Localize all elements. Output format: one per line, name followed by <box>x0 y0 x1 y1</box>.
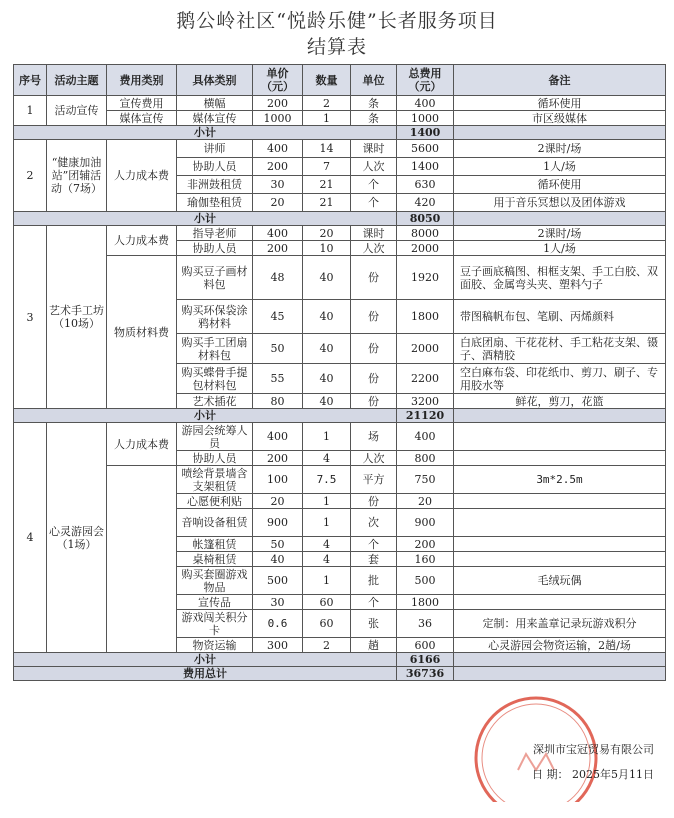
subtotal-blank <box>454 126 666 140</box>
date-label: 日 期： <box>532 768 569 781</box>
unit: 课时 <box>351 226 397 241</box>
quantity: 4 <box>303 537 351 552</box>
subtotal-value: 1400 <box>397 126 454 140</box>
total-cost: 500 <box>397 567 454 595</box>
remark <box>454 423 666 451</box>
total-cost: 2000 <box>397 241 454 256</box>
header-cell: 单位 <box>351 65 397 96</box>
subtotal-blank <box>454 653 666 667</box>
item-name: 帐篷租赁 <box>177 537 253 552</box>
item-name: 指导老师 <box>177 226 253 241</box>
remark: 2课时/场 <box>454 140 666 158</box>
header-cell: 总费用（元） <box>397 65 454 96</box>
grand-total-blank <box>454 667 666 681</box>
subtotal-label: 小计 <box>14 653 397 667</box>
unit: 份 <box>351 300 397 334</box>
remark: 市区级媒体 <box>454 111 666 126</box>
quantity: 40 <box>303 394 351 409</box>
unit-price: 400 <box>253 423 303 451</box>
remark: 鲜花，剪刀，花篮 <box>454 394 666 409</box>
unit-price: 55 <box>253 364 303 394</box>
item-name: 游园会统筹人员 <box>177 423 253 451</box>
section-theme: 活动宣传 <box>47 96 107 126</box>
section-number: 3 <box>14 226 47 409</box>
subtotal-row <box>14 653 666 667</box>
quantity: 2 <box>303 96 351 111</box>
unit: 份 <box>351 364 397 394</box>
subtotal-value: 21120 <box>397 409 454 423</box>
table-row <box>14 226 666 241</box>
section-theme: “健康加油站”团辅活动（7场） <box>47 140 107 212</box>
remark <box>454 451 666 466</box>
unit: 趟 <box>351 638 397 653</box>
total-cost: 36 <box>397 610 454 638</box>
item-name: 讲师 <box>177 140 253 158</box>
remark: 空白麻布袋、印花纸巾、剪刀、刷子、专用胶水等 <box>454 364 666 394</box>
quantity: 7 <box>303 158 351 176</box>
unit-price: 1000 <box>253 111 303 126</box>
table-row <box>14 140 666 158</box>
item-name: 喷绘背景墙含支架租赁 <box>177 466 253 494</box>
unit-price: 400 <box>253 226 303 241</box>
remark: 3m*2.5m <box>454 466 666 494</box>
subtotal-row <box>14 212 666 226</box>
remark: 用于音乐冥想以及团体游戏 <box>454 194 666 212</box>
item-name: 瑜伽垫租赁 <box>177 194 253 212</box>
total-cost: 630 <box>397 176 454 194</box>
unit-price: 900 <box>253 509 303 537</box>
remark: 2课时/场 <box>454 226 666 241</box>
quantity: 1 <box>303 509 351 537</box>
total-cost: 900 <box>397 509 454 537</box>
unit: 张 <box>351 610 397 638</box>
unit: 课时 <box>351 140 397 158</box>
subtotal-row <box>14 126 666 140</box>
quantity: 2 <box>303 638 351 653</box>
unit: 个 <box>351 595 397 610</box>
remark: 带图稿帆布包、笔刷、丙烯颜料 <box>454 300 666 334</box>
unit-price: 45 <box>253 300 303 334</box>
subtotal-value: 6166 <box>397 653 454 667</box>
unit-price: 200 <box>253 241 303 256</box>
grand-total-value: 36736 <box>397 667 454 681</box>
remark: 豆子画底稿图、相框支架、手工白胶、双面胶、金属弯头夹、塑料勺子 <box>454 256 666 300</box>
total-cost: 1920 <box>397 256 454 300</box>
unit-price: 200 <box>253 451 303 466</box>
unit-price: 200 <box>253 158 303 176</box>
cost-category: 人力成本费 <box>107 423 177 466</box>
remark <box>454 509 666 537</box>
section-number: 1 <box>14 96 47 126</box>
unit: 个 <box>351 176 397 194</box>
remark: 1人/场 <box>454 241 666 256</box>
remark: 循环使用 <box>454 96 666 111</box>
total-cost: 750 <box>397 466 454 494</box>
item-name: 协助人员 <box>177 241 253 256</box>
item-name: 购买环保袋涂鸦材料 <box>177 300 253 334</box>
date-line <box>532 766 654 782</box>
section-theme: 心灵游园会（1场） <box>47 423 107 653</box>
quantity: 40 <box>303 256 351 300</box>
company-name: 深圳市宝冠贸易有限公司 <box>533 743 654 756</box>
quantity: 1 <box>303 423 351 451</box>
unit-price: 200 <box>253 96 303 111</box>
remark <box>454 537 666 552</box>
item-name: 媒体宣传 <box>177 111 253 126</box>
subtotal-blank <box>454 212 666 226</box>
quantity: 14 <box>303 140 351 158</box>
subtotal-label: 小计 <box>14 409 397 423</box>
quantity: 1 <box>303 567 351 595</box>
total-cost: 3200 <box>397 394 454 409</box>
item-name: 宣传品 <box>177 595 253 610</box>
subtotal-label: 小计 <box>14 126 397 140</box>
total-cost: 8000 <box>397 226 454 241</box>
unit: 条 <box>351 111 397 126</box>
document-title: 鹅公岭社区“悦龄乐健”长者服务项目 <box>176 10 498 32</box>
unit-price: 30 <box>253 595 303 610</box>
unit: 平方 <box>351 466 397 494</box>
unit: 个 <box>351 194 397 212</box>
unit: 份 <box>351 394 397 409</box>
section-theme: 艺术手工坊（10场） <box>47 226 107 409</box>
cost-category: 媒体宣传 <box>107 111 177 126</box>
unit: 场 <box>351 423 397 451</box>
item-name: 购买套圈游戏物品 <box>177 567 253 595</box>
item-name: 购买手工团扇材料包 <box>177 334 253 364</box>
cost-category: 物质材料费 <box>107 256 177 409</box>
document-subtitle: 结算表 <box>306 36 367 58</box>
header-cell: 备注 <box>454 65 666 96</box>
total-cost: 1000 <box>397 111 454 126</box>
cost-category: 人力成本费 <box>107 226 177 256</box>
unit: 次 <box>351 509 397 537</box>
unit-price: 20 <box>253 494 303 509</box>
subtotal-blank <box>454 409 666 423</box>
item-name: 购买豆子画材料包 <box>177 256 253 300</box>
unit: 份 <box>351 494 397 509</box>
item-name: 心愿便利贴 <box>177 494 253 509</box>
item-name: 非洲鼓租赁 <box>177 176 253 194</box>
unit-price: 80 <box>253 394 303 409</box>
unit-price: 40 <box>253 552 303 567</box>
item-name: 艺术插花 <box>177 394 253 409</box>
quantity: 4 <box>303 451 351 466</box>
quantity: 40 <box>303 334 351 364</box>
table-row <box>14 466 666 494</box>
remark: 心灵游园会物资运输，2趟/场 <box>454 638 666 653</box>
section-number: 2 <box>14 140 47 212</box>
header-cell: 活动主题 <box>47 65 107 96</box>
quantity: 21 <box>303 176 351 194</box>
remark: 定制：用来盖章记录玩游戏积分 <box>454 610 666 638</box>
item-name: 协助人员 <box>177 158 253 176</box>
unit-price: 0.6 <box>253 610 303 638</box>
unit: 人次 <box>351 158 397 176</box>
item-name: 游戏闯关积分卡 <box>177 610 253 638</box>
item-name: 横幅 <box>177 96 253 111</box>
total-cost: 1800 <box>397 595 454 610</box>
unit: 人次 <box>351 241 397 256</box>
section-number: 4 <box>14 423 47 653</box>
total-cost: 160 <box>397 552 454 567</box>
header-cell: 单价（元） <box>253 65 303 96</box>
unit-price: 50 <box>253 334 303 364</box>
table-row <box>14 423 666 451</box>
total-cost: 20 <box>397 494 454 509</box>
quantity: 60 <box>303 595 351 610</box>
total-cost: 1400 <box>397 158 454 176</box>
quantity: 40 <box>303 300 351 334</box>
header-cell: 费用类别 <box>107 65 177 96</box>
total-cost: 2000 <box>397 334 454 364</box>
cost-category: 人力成本费 <box>107 140 177 212</box>
cost-category <box>107 466 177 653</box>
total-cost: 800 <box>397 451 454 466</box>
total-cost: 400 <box>397 96 454 111</box>
cost-category: 宣传费用 <box>107 96 177 111</box>
quantity: 7.5 <box>303 466 351 494</box>
remark: 毛绒玩偶 <box>454 567 666 595</box>
remark <box>454 595 666 610</box>
header-cell: 数量 <box>303 65 351 96</box>
table-row <box>14 256 666 300</box>
table-row <box>14 111 666 126</box>
total-cost: 420 <box>397 194 454 212</box>
remark <box>454 494 666 509</box>
item-name: 物资运输 <box>177 638 253 653</box>
total-cost: 200 <box>397 537 454 552</box>
item-name: 桌椅租赁 <box>177 552 253 567</box>
remark: 1人/场 <box>454 158 666 176</box>
item-name: 购买蝶骨手提包材料包 <box>177 364 253 394</box>
total-cost: 5600 <box>397 140 454 158</box>
unit: 份 <box>351 334 397 364</box>
settlement-table <box>13 64 666 681</box>
total-cost: 1800 <box>397 300 454 334</box>
subtotal-value: 8050 <box>397 212 454 226</box>
total-cost: 2200 <box>397 364 454 394</box>
quantity: 21 <box>303 194 351 212</box>
unit-price: 30 <box>253 176 303 194</box>
item-name: 协助人员 <box>177 451 253 466</box>
header-cell: 序号 <box>14 65 47 96</box>
unit: 个 <box>351 537 397 552</box>
unit: 份 <box>351 256 397 300</box>
quantity: 1 <box>303 111 351 126</box>
unit-price: 300 <box>253 638 303 653</box>
item-name: 音响设备租赁 <box>177 509 253 537</box>
header-row <box>14 65 666 96</box>
subtotal-row <box>14 409 666 423</box>
unit-price: 20 <box>253 194 303 212</box>
quantity: 60 <box>303 610 351 638</box>
table-row <box>14 96 666 111</box>
quantity: 4 <box>303 552 351 567</box>
unit: 人次 <box>351 451 397 466</box>
unit: 条 <box>351 96 397 111</box>
unit-price: 400 <box>253 140 303 158</box>
date-value: 2025年5月11日 <box>572 768 654 781</box>
subtotal-label: 小计 <box>14 212 397 226</box>
quantity: 1 <box>303 494 351 509</box>
unit-price: 100 <box>253 466 303 494</box>
unit: 套 <box>351 552 397 567</box>
remark <box>454 552 666 567</box>
remark: 白底团扇、干花花材、手工粘花支架、镊子、酒精胶 <box>454 334 666 364</box>
quantity: 10 <box>303 241 351 256</box>
grand-total-label: 费用总计 <box>14 667 397 681</box>
unit-price: 48 <box>253 256 303 300</box>
quantity: 40 <box>303 364 351 394</box>
unit-price: 50 <box>253 537 303 552</box>
total-cost: 600 <box>397 638 454 653</box>
header-cell: 具体类别 <box>177 65 253 96</box>
total-cost: 400 <box>397 423 454 451</box>
remark: 循环使用 <box>454 176 666 194</box>
grand-total-row <box>14 667 666 681</box>
unit: 批 <box>351 567 397 595</box>
quantity: 20 <box>303 226 351 241</box>
unit-price: 500 <box>253 567 303 595</box>
